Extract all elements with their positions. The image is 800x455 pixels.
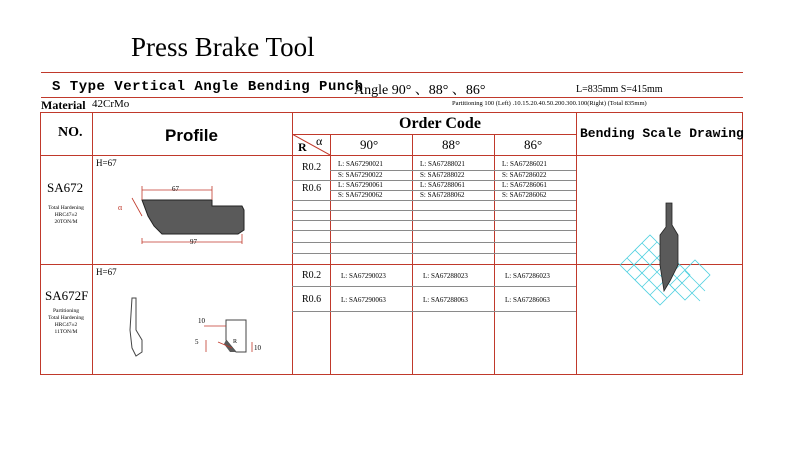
table-bottom-border	[40, 374, 743, 375]
row-line	[292, 242, 576, 243]
order-code: L: SA67290063	[341, 296, 386, 304]
row-line	[292, 311, 576, 312]
page-title: Press Brake Tool	[131, 32, 315, 62]
material-label: Material	[41, 98, 86, 112]
header-r-diagonal	[292, 134, 330, 155]
col-divider-no	[92, 112, 93, 374]
header-no: NO.	[58, 125, 83, 140]
header-row-bottom	[40, 155, 743, 156]
order-code: L: SA67288021	[420, 160, 465, 168]
product-notes-sa672f	[42, 308, 90, 336]
dim-a: 10	[198, 317, 205, 325]
r-value: R0.6	[302, 183, 322, 194]
note-line: 20TON/M	[54, 219, 78, 225]
order-code: L: SA67286021	[502, 160, 547, 168]
order-code: L: SA67286061	[502, 181, 547, 189]
row-line	[292, 286, 576, 287]
order-code: L: SA67286063	[505, 296, 550, 304]
order-code: L: SA67290021	[338, 160, 383, 168]
order-code: S: SA67288022	[420, 171, 465, 179]
col-divider-bending	[576, 112, 577, 374]
bending-scale-drawing	[610, 195, 720, 320]
row-line	[292, 220, 576, 221]
height-label: H=67	[96, 158, 117, 168]
height-label: H=67	[96, 267, 117, 277]
table-left-border	[40, 112, 41, 374]
order-code: L: SA67288061	[420, 181, 465, 189]
note-line: HRC47±2	[54, 322, 78, 328]
row-line	[292, 210, 576, 211]
dim-d: R	[233, 339, 238, 345]
header-r: R	[298, 140, 307, 154]
r-value: R0.2	[302, 162, 322, 173]
header-angle-90: 90°	[360, 137, 379, 152]
note-line: Partitioning	[53, 308, 79, 314]
row-line	[292, 230, 576, 231]
order-code: L: SA67286023	[505, 272, 550, 280]
product-subtitle: S Type Vertical Angle Bending Punch	[52, 79, 364, 95]
header-alpha: α	[316, 134, 323, 148]
row-line	[292, 200, 576, 201]
partitioning-note: Partitioning 100 (Left) .10.15.20.40.50.200.300.100(Right) (Total 835mm)	[452, 100, 647, 107]
order-code: L: SA67290061	[338, 181, 383, 189]
row-line	[292, 253, 576, 254]
material-value: 42CrMo	[92, 98, 130, 110]
order-code: L: SA67290023	[341, 272, 386, 280]
product-no-sa672f: SA672F	[45, 288, 89, 303]
dimensions-label: L=835mm S=415mm	[576, 84, 663, 95]
dim-c: 10	[254, 344, 261, 352]
note-line: Total Hardening	[48, 315, 84, 321]
order-code: S: SA67290062	[338, 191, 383, 199]
product-no-sa672: SA672	[47, 180, 84, 195]
order-code: L: SA67288023	[423, 272, 468, 280]
punch-shape	[660, 203, 678, 291]
header-top-border	[41, 72, 743, 73]
header-bottom-border	[41, 112, 743, 113]
header-angle-86: 86°	[524, 137, 543, 152]
order-code-divider	[292, 134, 576, 135]
order-code: L: SA67288063	[423, 296, 468, 304]
product-notes-sa672	[42, 205, 90, 226]
note-line: 11TON/M	[54, 329, 78, 335]
note-line: Total Hardening	[48, 205, 84, 211]
dim-bottom: 97	[190, 238, 197, 246]
punch-profile-drawing-sa672f	[120, 290, 260, 362]
dim-b: 5	[195, 338, 199, 346]
r-value: R0.6	[302, 294, 322, 305]
header-order-code: Order Code	[399, 115, 481, 132]
angle-mark: α	[118, 203, 123, 212]
order-code: S: SA67288062	[420, 191, 465, 199]
r-value: R0.2	[302, 270, 322, 281]
order-code: S: SA67290022	[338, 171, 383, 179]
angles-label: Angle 90° 、88° 、86°	[354, 83, 486, 98]
header-profile: Profile	[165, 126, 218, 145]
note-line: HRC47±2	[54, 212, 78, 218]
table-right-border	[742, 112, 743, 374]
dim-top: 67	[172, 185, 179, 193]
punch-profile-drawing-sa672	[112, 180, 262, 250]
order-code: S: SA67286022	[502, 171, 547, 179]
header-bending-scale: Bending Scale Drawing	[580, 126, 744, 141]
order-code: S: SA67286062	[502, 191, 547, 199]
header-angle-88: 88°	[442, 137, 461, 152]
